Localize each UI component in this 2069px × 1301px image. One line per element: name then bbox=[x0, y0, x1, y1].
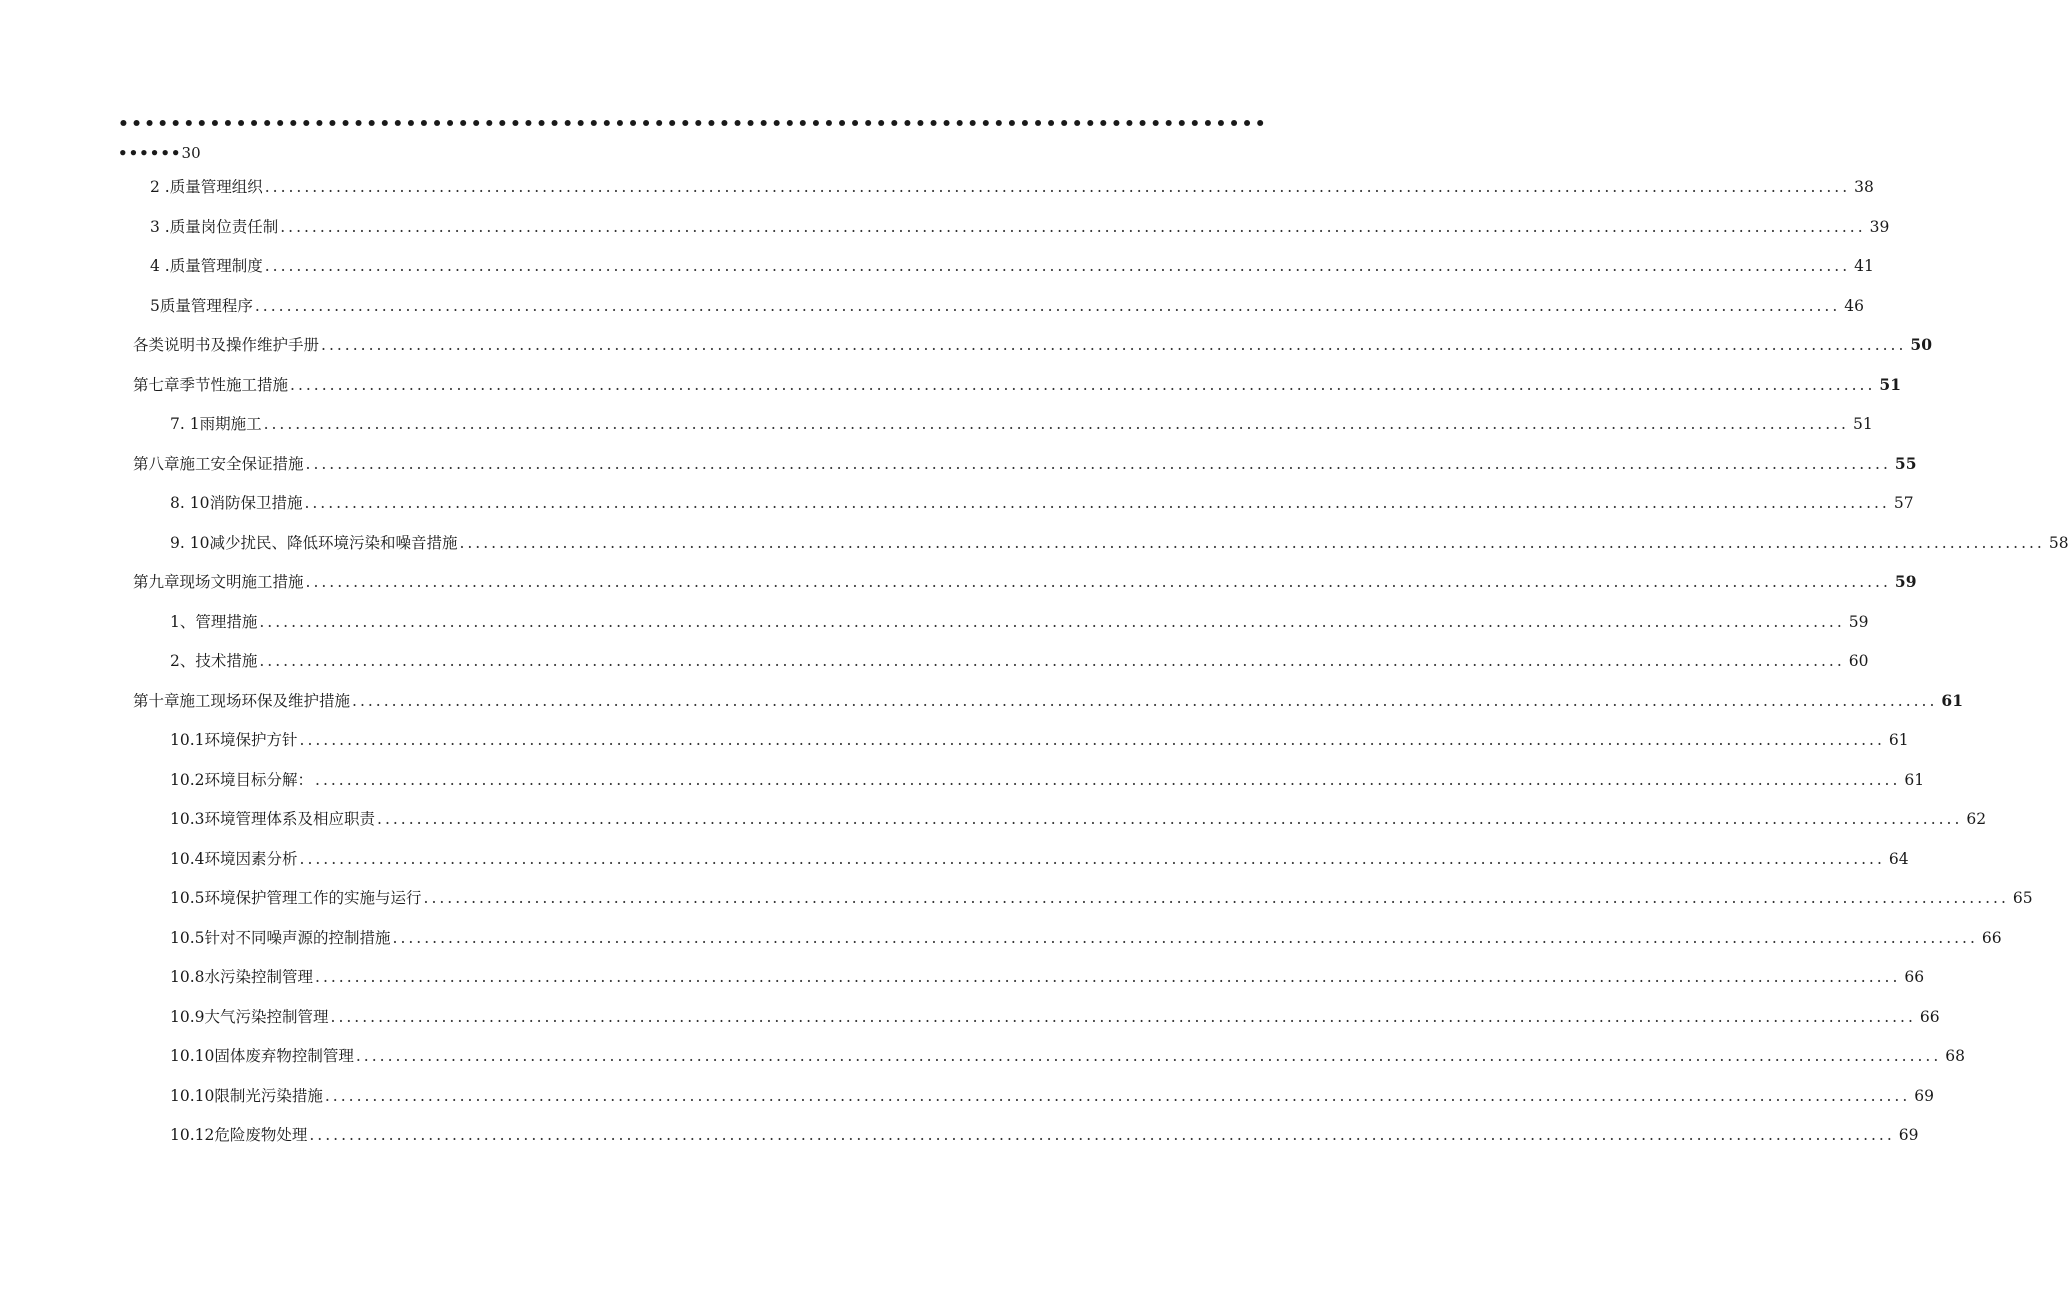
toc-entry[interactable] bbox=[170, 650, 1869, 672]
toc-entry[interactable] bbox=[170, 413, 1873, 435]
toc-entry[interactable] bbox=[133, 571, 1917, 593]
leader-dots: ........................................................................................................................................................................................................ bbox=[299, 850, 1885, 868]
leader-dots: •••••• bbox=[118, 144, 182, 162]
leader-dots: ........................................................................................................................................................................................................ bbox=[299, 731, 1885, 749]
leader-dots: ........................................................................................................................................................................................................ bbox=[305, 455, 1891, 473]
toc-entry-title: 10.9大气污染控制管理 bbox=[170, 1008, 329, 1026]
toc-entry[interactable] bbox=[133, 374, 1901, 396]
toc-entry[interactable] bbox=[150, 216, 1890, 238]
toc-entry-page: 57 bbox=[1893, 494, 1914, 512]
toc-entry[interactable] bbox=[170, 808, 1987, 830]
toc-entry-title: 10.5针对不同噪声源的控制措施 bbox=[170, 929, 391, 947]
toc-entry-title: 第九章现场文明施工措施 bbox=[133, 573, 304, 591]
toc-entry-page: 61 bbox=[1888, 731, 1909, 749]
toc-entry-title: 4 .质量管理制度 bbox=[150, 257, 263, 275]
toc-entry-page: 61 bbox=[1941, 691, 1963, 710]
toc-entry-page: 66 bbox=[1919, 1008, 1940, 1026]
toc-entry-title: 第十章施工现场环保及维护措施 bbox=[133, 692, 351, 710]
toc-entry[interactable] bbox=[170, 729, 1909, 751]
toc-entry-title: 2、技术措施 bbox=[170, 652, 258, 670]
toc-entry[interactable] bbox=[170, 769, 1925, 791]
leader-dots: ........................................................................................................................................................................................................ bbox=[264, 257, 1851, 275]
continuation-entry bbox=[118, 114, 1268, 162]
toc-entry[interactable] bbox=[170, 1006, 1940, 1028]
toc-entry-page: 66 bbox=[1904, 968, 1925, 986]
toc-entry[interactable] bbox=[170, 532, 2069, 554]
toc-entry-page: 69 bbox=[1914, 1087, 1935, 1105]
toc-entry-title: 10.10限制光污染措施 bbox=[170, 1087, 323, 1105]
toc-entry-page: 59 bbox=[1848, 613, 1869, 631]
toc-entry-title: 10.10固体废弃物控制管理 bbox=[170, 1047, 354, 1065]
toc-entry-title: 10.5环境保护管理工作的实施与运行 bbox=[170, 889, 422, 907]
toc-entry-title: 10.3环境管理体系及相应职责 bbox=[170, 810, 376, 828]
toc-entry-title: 第七章季节性施工措施 bbox=[133, 376, 289, 394]
toc-entry[interactable] bbox=[170, 848, 1909, 870]
toc-entry-title: 8. 10消防保卫措施 bbox=[170, 494, 303, 512]
toc-entry-page: 60 bbox=[1848, 652, 1869, 670]
toc-entry-page: 39 bbox=[1869, 218, 1890, 236]
leader-dots: ........................................................................................................................................................................................................ bbox=[321, 336, 1907, 354]
toc-entry[interactable] bbox=[150, 295, 1865, 317]
toc-entry-page: 55 bbox=[1894, 454, 1917, 473]
leader-dots: ........................................................................................................................................................................................................ bbox=[459, 534, 2045, 552]
leader-dots: ........................................................................................................................................................................................................ bbox=[324, 1087, 1911, 1105]
toc-entry[interactable] bbox=[170, 611, 1869, 633]
toc-entry[interactable] bbox=[170, 1085, 1935, 1107]
toc-entry-page: 69 bbox=[1898, 1126, 1919, 1144]
leader-dots: ........................................................................................................................................................................................................ bbox=[264, 178, 1851, 196]
leader-dots: ........................................................................................................................................................................................................ bbox=[304, 494, 1890, 512]
toc-entry[interactable] bbox=[170, 1045, 1966, 1067]
toc-entry-page: 59 bbox=[1894, 572, 1917, 591]
page-number: 30 bbox=[181, 144, 201, 162]
toc-entry[interactable] bbox=[170, 966, 1925, 988]
toc-entry-page: 38 bbox=[1854, 178, 1874, 196]
leader-dots: ........................................................................................................................................................................................................ bbox=[259, 652, 1845, 670]
toc-entry-title: 各类说明书及操作维护手册 bbox=[133, 336, 320, 354]
toc-entry-page: 58 bbox=[2048, 534, 2069, 552]
leader-dots: •••••••••••••••••••••••••••••••••••••••••••••••••••••••••••••••••••••••••••••••••••••••• bbox=[118, 114, 1268, 134]
toc-entry-page: 41 bbox=[1854, 257, 1874, 275]
toc-entry-title: 10.1环境保护方针 bbox=[170, 731, 298, 749]
toc-entry-page: 62 bbox=[1966, 810, 1987, 828]
toc-entry-title: 10.8水污染控制管理 bbox=[170, 968, 314, 986]
leader-dots: ........................................................................................................................................................................................................ bbox=[280, 218, 1866, 236]
leader-dots: ........................................................................................................................................................................................................ bbox=[423, 889, 2009, 907]
toc-entry-page: 51 bbox=[1879, 375, 1901, 394]
toc-entry-page: 65 bbox=[2012, 889, 2033, 907]
toc-entry-title: 10.4环境因素分析 bbox=[170, 850, 298, 868]
toc-entry[interactable] bbox=[170, 927, 2002, 949]
toc-entry-title: 5质量管理程序 bbox=[150, 297, 253, 315]
leader-dots: ........................................................................................................................................................................................................ bbox=[259, 613, 1845, 631]
leader-dots: ........................................................................................................................................................................................................ bbox=[309, 1126, 1895, 1144]
toc-entry-title: 第八章施工安全保证措施 bbox=[133, 455, 304, 473]
toc-entry[interactable] bbox=[133, 690, 1963, 712]
toc-entry[interactable] bbox=[170, 887, 2033, 909]
toc-entry[interactable] bbox=[150, 255, 1874, 277]
leader-dots: ........................................................................................................................................................................................................ bbox=[290, 376, 1876, 394]
toc-entry[interactable] bbox=[150, 176, 1874, 198]
toc-entry[interactable] bbox=[170, 1124, 1919, 1146]
toc-entry-page: 66 bbox=[1981, 929, 2002, 947]
toc-entry-page: 68 bbox=[1945, 1047, 1966, 1065]
leader-dots: ........................................................................................................................................................................................................ bbox=[330, 1008, 1916, 1026]
toc-entry-page: 46 bbox=[1844, 297, 1865, 315]
toc-entry-title: 10.12危险废物处理 bbox=[170, 1126, 308, 1144]
toc-entry-title: 3 .质量岗位责任制 bbox=[150, 218, 279, 236]
leader-dots: ........................................................................................................................................................................................................ bbox=[315, 771, 1901, 789]
toc-entry-title: 9. 10减少扰民、降低环境污染和噪音措施 bbox=[170, 534, 458, 552]
toc-entry[interactable] bbox=[133, 453, 1917, 475]
leader-dots: ........................................................................................................................................................................................................ bbox=[315, 968, 1901, 986]
leader-dots: ........................................................................................................................................................................................................ bbox=[377, 810, 1963, 828]
toc-entry-title: 7. 1雨期施工 bbox=[170, 415, 262, 433]
toc-entry-title: 1、管理措施 bbox=[170, 613, 258, 631]
toc-entry-page: 64 bbox=[1888, 850, 1909, 868]
toc-entry-page: 51 bbox=[1852, 415, 1873, 433]
toc-entry[interactable] bbox=[133, 334, 1932, 356]
toc-entry-title: 2 .质量管理组织 bbox=[150, 178, 263, 196]
leader-dots: ........................................................................................................................................................................................................ bbox=[355, 1047, 1942, 1065]
toc-entry-title: 10.2环境目标分解： bbox=[170, 771, 314, 789]
leader-dots: ........................................................................................................................................................................................................ bbox=[352, 692, 1938, 710]
leader-dots: ........................................................................................................................................................................................................ bbox=[263, 415, 1849, 433]
toc-entry[interactable] bbox=[170, 492, 1914, 514]
leader-dots: ........................................................................................................................................................................................................ bbox=[254, 297, 1841, 315]
toc-entry-page: 61 bbox=[1904, 771, 1925, 789]
toc-entry-page: 50 bbox=[1910, 335, 1932, 354]
leader-dots: ........................................................................................................................................................................................................ bbox=[305, 573, 1891, 591]
leader-dots: ........................................................................................................................................................................................................ bbox=[392, 929, 1978, 947]
